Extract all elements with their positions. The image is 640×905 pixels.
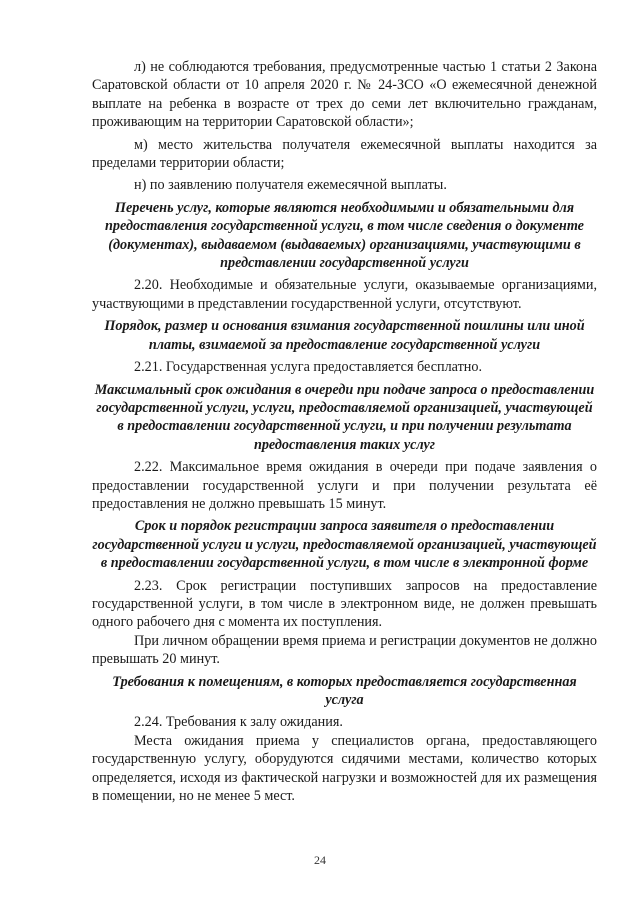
paragraph-waiting-places: Места ожидания приема у специалистов органа, предоставляющего государственную услугу, оборудуются сидячими местами, количество которых определяется, исходя из фактической нагрузки и возможностей для их размещения в помещении, но не менее 5 мест. (92, 732, 597, 805)
section-heading-premises: Требования к помещениям, в которых предоставляется государственная услуга (112, 673, 577, 708)
paragraph-2-22: 2.22. Максимальное время ожидания в очереди при подаче заявления о предоставлении государственной услуги и при получении результата её предоставления не должно превышать 15 минут. (92, 459, 597, 512)
paragraph-n: н) по заявлению получателя ежемесячной выплаты. (134, 177, 447, 194)
paragraph-2-23: 2.23. Срок регистрации поступивших запросов на предоставление государственной услуги, в том числе в электронном виде, не должен превышать одного рабочего дня с момента их поступления. (92, 577, 597, 631)
paragraph-m: м) место жительства получателя ежемесячной выплаты находится за пределами территории области; (92, 136, 597, 172)
paragraph-2-21: 2.21. Государственная услуга предоставляется бесплатно. (134, 359, 483, 376)
section-heading-fee: Порядок, размер и основания взимания государственной пошлины или иной платы, взимаемой за предоставление государственной услуги (104, 318, 585, 353)
paragraph-l: л) не соблюдаются требования, предусмотренные частью 1 статьи 2 Закона Саратовской области от 10 апреля 2020 г. № 24-ЗСО «О ежемесячной денежной выплате на ребенка в возрасте от трех до семи лет включительно гражданам, проживающим на территории Саратовской области»; (92, 59, 597, 131)
page-number: 24 (314, 853, 326, 867)
section-heading-waiting-time: Максимальный срок ожидания в очереди при подаче запроса о предоставлении государственной услуги, услуги, предоставляемой организацией, участвующей в предоставлении государственной услуги, и при получении результата предоставления таких услуг (94, 381, 595, 453)
section-heading-services-list: Перечень услуг, которые являются необходимыми и обязательными для предоставления государственной услуги, в том числе сведения о документе (документах), выдаваемом (выдаваемых) организациями, участвующими в представлении государственной услуги (105, 199, 584, 272)
paragraph-2-24: 2.24. Требования к залу ожидания. (134, 714, 343, 731)
section-heading-registration: Срок и порядок регистрации запроса заявителя о предоставлении государственной услуги и услуги, предоставляемой организацией, участвующей в предоставлении государственной услуги, в том числе в электронной форме (92, 518, 597, 572)
paragraph-2-20: 2.20. Необходимые и обязательные услуги, оказываемые организациями, участвующими в представлении государственной услуги, отсутствуют. (92, 277, 597, 312)
paragraph-personal-visit: При личном обращении время приема и регистрации документов не должно превышать 20 минут. (92, 632, 597, 668)
